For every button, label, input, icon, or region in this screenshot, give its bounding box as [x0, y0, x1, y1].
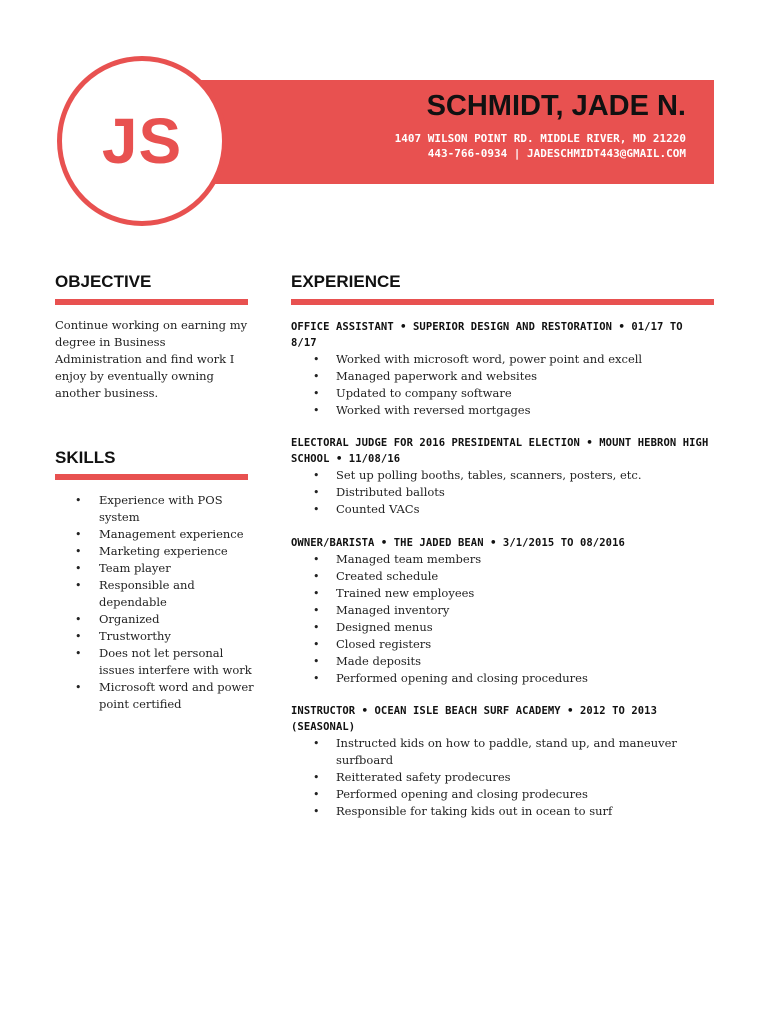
list-item: • Performed opening and closing prodecures [291, 786, 711, 803]
duties-list [291, 467, 711, 518]
list-item: • Made deposits [291, 653, 711, 670]
list-item: • Trustworthy [55, 628, 255, 645]
experience-rule [291, 299, 714, 305]
list-item: • Distributed ballots [291, 484, 711, 501]
skills-heading: SKILLS [55, 448, 116, 467]
skills-rule [55, 474, 248, 480]
list-item: • Worked with reversed mortgages [291, 402, 711, 419]
list-item: • Experience with POS system [55, 492, 255, 526]
job-entry [291, 535, 711, 687]
job-title: ELECTORAL JUDGE FOR 2016 PRESIDENTAL ELECTION • MOUNT HEBRON HIGH SCHOOL • 11/08/16 [291, 437, 709, 465]
list-item: • Updated to company software [291, 385, 711, 402]
list-item: • Worked with microsoft word, power point and excell [291, 351, 711, 368]
job-title: INSTRUCTOR • OCEAN ISLE BEACH SURF ACADEMY • 2012 TO 2013 (SEASONAL) [291, 705, 658, 733]
list-item: • Microsoft word and power point certified [55, 679, 255, 713]
list-item: • Counted VACs [291, 501, 711, 518]
list-item: • Team player [55, 560, 255, 577]
job-entry [291, 319, 711, 419]
phone-email-line: 443-766-0934 | JADESCHMIDT443@GMAIL.COM [427, 147, 686, 160]
list-item: • Reitterated safety prodecures [291, 769, 711, 786]
duties-list [291, 735, 711, 820]
skills-list [55, 492, 255, 713]
list-item: • Organized [55, 611, 255, 628]
list-item: • Instructed kids on how to paddle, stand up, and maneuver surfboard [291, 735, 711, 769]
list-item: • Managed paperwork and websites [291, 368, 711, 385]
list-item: • Responsible and dependable [55, 577, 255, 611]
list-item: • Closed registers [291, 636, 711, 653]
list-item: • Managed inventory [291, 602, 711, 619]
initials-monogram [57, 56, 227, 226]
address-line: 1407 WILSON POINT RD. MIDDLE RIVER, MD 21220 [394, 132, 686, 145]
list-item: • Managed team members [291, 551, 711, 568]
job-title: OFFICE ASSISTANT • SUPERIOR DESIGN AND RESTORATION • 01/17 TO 8/17 [291, 321, 683, 349]
list-item: • Does not let personal issues interfere with work [55, 645, 255, 679]
list-item: • Created schedule [291, 568, 711, 585]
contact-info [395, 131, 686, 161]
list-item: • Set up polling booths, tables, scanners, posters, etc. [291, 467, 711, 484]
job-entry [291, 435, 711, 518]
list-item: • Marketing experience [55, 543, 255, 560]
job-title: OWNER/BARISTA • THE JADED BEAN • 3/1/2015 TO 08/2016 [291, 537, 625, 549]
experience-heading: EXPERIENCE [291, 272, 401, 291]
duties-list [291, 351, 711, 419]
duties-list [291, 551, 711, 687]
list-item: • Performed opening and closing procedures [291, 670, 711, 687]
list-item: • Management experience [55, 526, 255, 543]
candidate-name: SCHMIDT, JADE N. [426, 90, 686, 122]
objective-text: Continue working on earning my degree in Business Administration and find work I enjoy by eventually owning another business. [55, 318, 248, 400]
list-item: • Designed menus [291, 619, 711, 636]
list-item: • Trained new employees [291, 585, 711, 602]
initials-text: JS [101, 105, 183, 177]
objective-heading: OBJECTIVE [55, 272, 152, 291]
objective-rule [55, 299, 248, 305]
list-item: • Responsible for taking kids out in ocean to surf [291, 803, 711, 820]
job-entry [291, 703, 711, 820]
